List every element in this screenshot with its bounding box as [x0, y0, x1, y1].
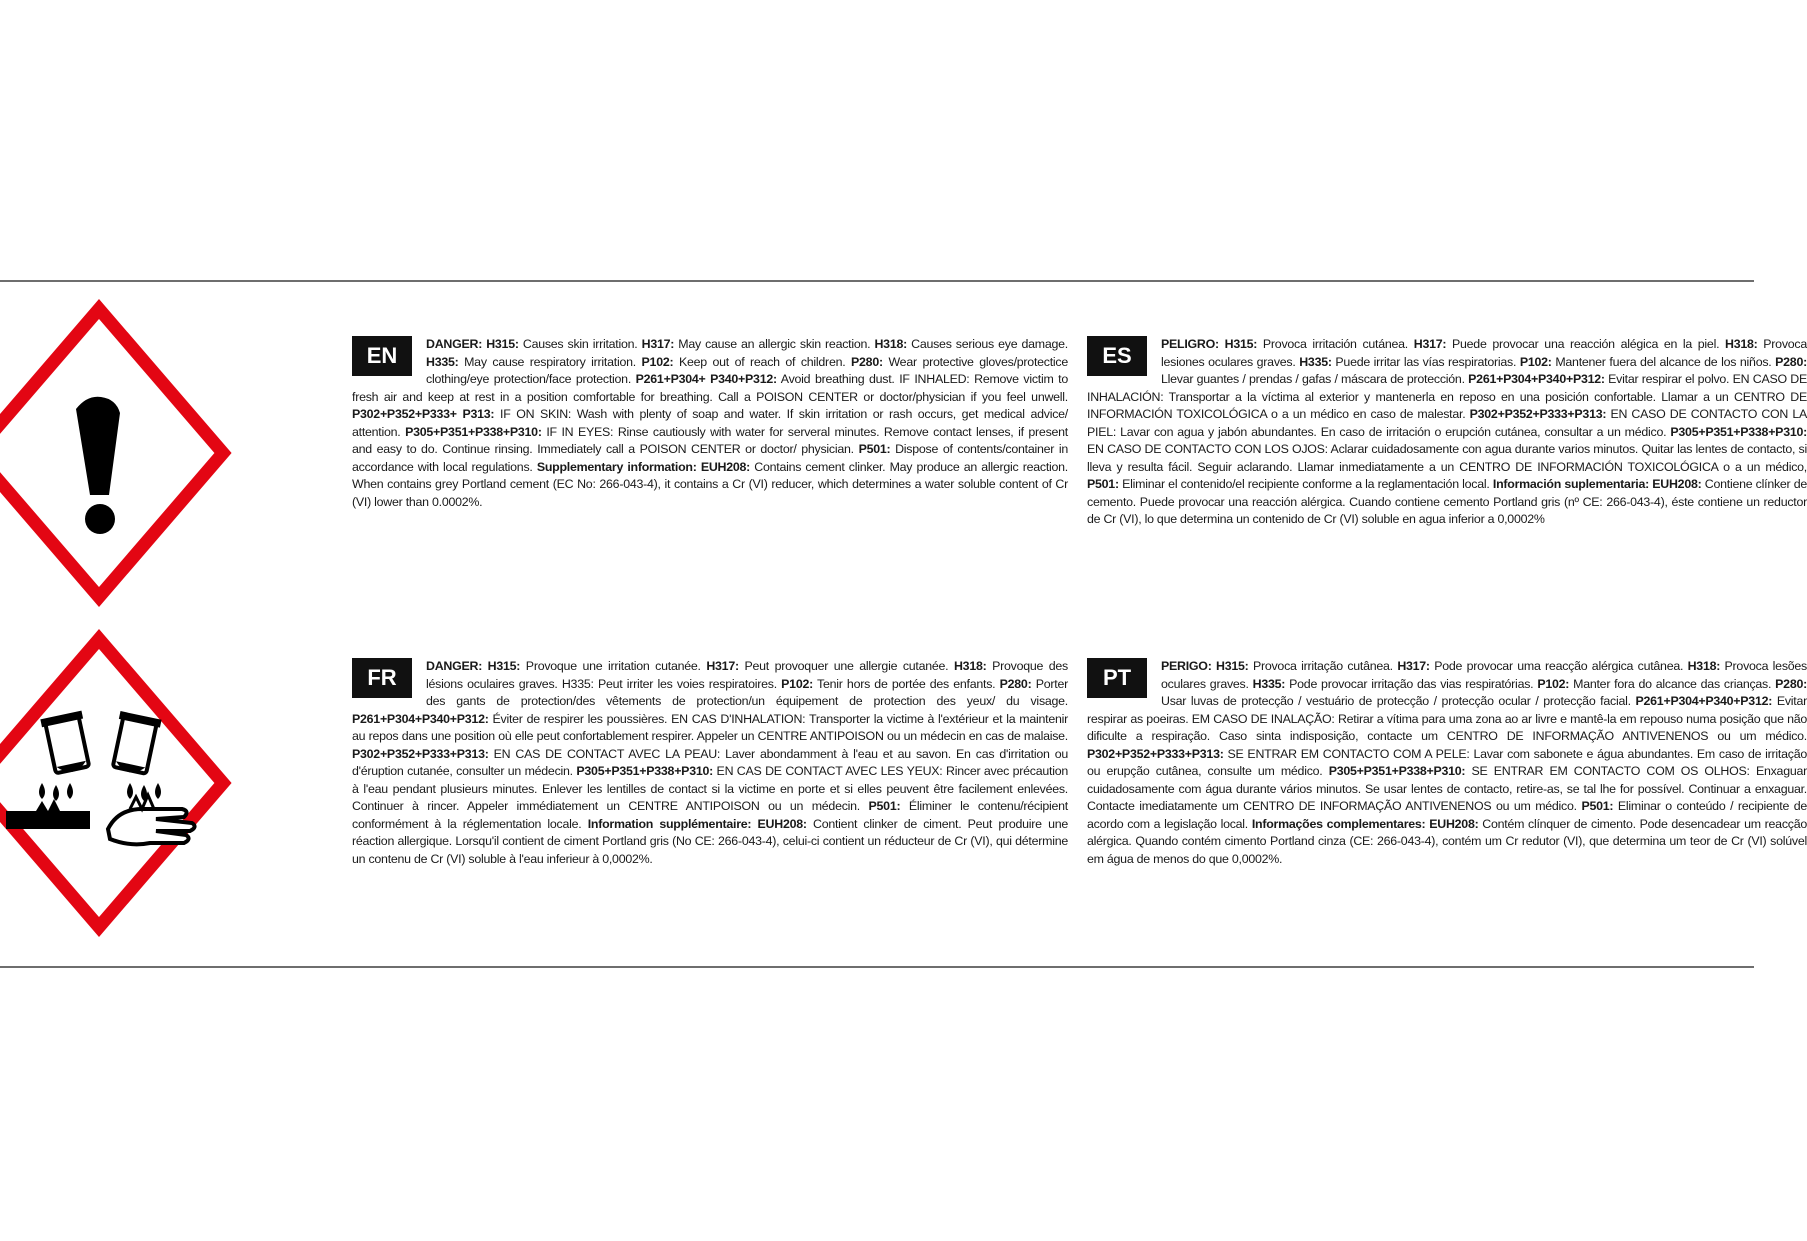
- hazard-code-label: P261+P304+P340+P312:: [1468, 372, 1605, 386]
- hazard-code-label: P501:: [1581, 799, 1614, 813]
- hazard-statement-text: Eliminar o conteúdo / recipiente de acordo com a legislação local.: [1087, 799, 1807, 831]
- hazard-statement-text: Mantener fuera del alcance de los niños.: [1551, 354, 1776, 369]
- hazard-code-label: H335:: [1252, 676, 1286, 691]
- hazard-statement-text: Contém clínquer de cimento. Pode desencadear um reacção alérgica. Quando contém cimento Portland cinza (CE: 266-043-4), contém um Cr redutor (VI), que determina um teor de Cr (VI) solúvel em água de menos do que 0,0002%.: [1087, 816, 1807, 866]
- hazard-code-label: Información suplementaria: EUH208:: [1492, 477, 1702, 491]
- language-badge-en: EN: [352, 336, 412, 376]
- hazard-code-label: Information supplémentaire: EUH208:: [587, 816, 807, 831]
- hazard-statement-text: Pode provocar irritação das vias respiratórias.: [1285, 676, 1538, 691]
- hazard-code-label: P302+P352+P333+ P313:: [352, 407, 495, 421]
- hazard-code-label: P261+P304+P340+P312:: [1635, 694, 1773, 708]
- hazard-statement-text: EN CASO DE CONTACTO CON LA PIEL: Lavar con agua y jabón abundantes. En caso de irritación o erupción cutánea, consultar a un médico.: [1087, 407, 1807, 439]
- hazard-text-pt: [1087, 658, 1807, 868]
- hazard-code-label: P102:: [641, 354, 674, 369]
- hazard-code-label: P280:: [999, 676, 1032, 691]
- hazard-code-label: P261+P304+P340+P312:: [352, 711, 489, 726]
- hazard-code-label: P102:: [1519, 354, 1552, 369]
- language-badge-es: ES: [1087, 336, 1147, 376]
- hazard-text-es: [1087, 336, 1807, 529]
- hazard-statement-text: IF IN EYES: Rinse cautiously with water for serveral minutes. Remove contact lenses, if present and easy to do. Continue rinsing. Immediately call a POISON CENTER or doctor/ physician.: [352, 424, 1068, 456]
- hazard-statement-text: Manter fora do alcance das crianças.: [1569, 676, 1776, 691]
- hazard-statement-text: Causes skin irritation.: [518, 337, 642, 351]
- hazard-statement-text: Éliminer le contenu/récipient conformément à la réglementation locale.: [352, 799, 1068, 831]
- hazard-code-label: P302+P352+P333+P313:: [1087, 746, 1224, 761]
- hazard-statement-text: Contient clinker de ciment. Peut produire une réaction allergique. Lorsqu'il contient de ciment Portland gris (No CE: 266-043-4), celui-ci contient un réducteur de Cr (VI), qui détermine un contenu de Cr (VI) soluble à l'eau inferieur à 0,0002%.: [352, 816, 1068, 866]
- hazard-code-label: H335:: [426, 354, 459, 369]
- hazard-statement-text: Evitar respirar el polvo. EN CASO DE INHALACIÓN: Transportar a la víctima al exterior y mantenerla en reposo en una posición confortable. Llamar a un CENTRO DE INFORMACIÓN TOXICOLÓGICA o a un médico en caso de malestar.: [1087, 372, 1807, 421]
- hazard-statement-text: Evitar respirar as poeiras. EM CASO DE INALAÇÃO: Retirar a vítima para uma zona ao ar livre e mantê-la em repouso numa posição que não dificulte a respiração. Caso sinta indisposição, contacte um CENTRO DE INFORMAÇÃO ANTIVENENOS ou um médico.: [1087, 694, 1807, 743]
- hazard-code-label: Informações complementares: EUH208:: [1251, 816, 1479, 831]
- hazard-statement-text: IF ON SKIN: Wash with plenty of soap and water. If skin irritation or rash occurs, get medical advice/ attention.: [352, 407, 1069, 439]
- bottom-rule: [0, 966, 1754, 968]
- hazard-statement-text: Éviter de respirer les poussières. EN CAS D'INHALATION: Transporter la victime à l'extérieur et la maintenir au repos dans une position où elle peut confortablement respirer. Appeler un CENTRE ANTIPOISON ou un médecin en cas de malaise.: [352, 711, 1068, 743]
- hazard-code-label: H318:: [874, 337, 907, 351]
- hazard-statement-text: Pode provocar uma reacção alérgica cutânea.: [1429, 659, 1688, 673]
- hazard-code-label: P280:: [1775, 676, 1807, 691]
- hazard-code-label: PERIGO: H315:: [1161, 659, 1249, 673]
- top-rule: [0, 280, 1754, 282]
- hazard-code-label: PELIGRO: H315:: [1161, 337, 1258, 351]
- hazard-statement-text: Peut provoquer une allergie cutanée.: [738, 659, 954, 673]
- hazard-statement-text: Contains cement clinker. May produce an allergic reaction. When contains grey Portland cement (EC No: 266-043-4), it contains a Cr (VI) reducer, which determines a water soluble content of Cr (VI) lower than 0.0002%.: [352, 459, 1069, 509]
- hazard-statement-text: Provoque des lésions oculaires graves. H335: Peut irriter les voies respiratoires.: [426, 659, 1068, 691]
- hazard-code-label: P305+P351+P338+P310:: [1328, 764, 1466, 778]
- hazard-statement-text: Puede provocar una reacción alégica en la piel.: [1446, 337, 1726, 351]
- corrosion-pictogram-icon: [0, 633, 260, 933]
- hazard-code-label: P501:: [868, 799, 901, 813]
- hazard-code-label: P305+P351+P338+P310:: [1670, 424, 1807, 439]
- text-block-en: [352, 336, 1068, 556]
- hazard-statement-text: Provoca irritação cutânea.: [1248, 659, 1398, 673]
- hazard-text-en: [352, 336, 1068, 511]
- hazard-statement-text: May cause respiratory irritation.: [458, 354, 642, 369]
- hazard-statement-text: Provoca lesiones oculares graves.: [1161, 337, 1807, 369]
- hazard-statement-text: Avoid breathing dust. IF INHALED: Remove victim to fresh air and keep at rest in a position comfortable for breathing. Call a POISON CENTER or doctor/physician if you feel unwell.: [352, 372, 1069, 404]
- hazard-code-label: H317:: [1413, 337, 1447, 351]
- hazard-statement-text: Provoca irritación cutánea.: [1257, 337, 1414, 351]
- text-block-fr: [352, 658, 1068, 898]
- hazard-code-label: H335:: [1299, 354, 1332, 369]
- hazard-statement-text: Usar luvas de protecção / vestuário de protecção / protecção ocular / protecção facial.: [1161, 694, 1636, 708]
- hazard-code-label: P302+P352+P333+P313:: [352, 746, 489, 761]
- hazard-statement-text: Provoque une irritation cutanée.: [520, 659, 707, 673]
- hazard-code-label: H318:: [1687, 659, 1721, 673]
- hazard-code-label: P305+P351+P338+P310:: [405, 424, 542, 439]
- text-block-pt-clip: [1087, 658, 1807, 898]
- hazard-statement-text: Porter des gants de protection/des vêtements de protection/un équipement de protection des yeux/ du visage.: [426, 676, 1068, 708]
- text-block-es: [1087, 336, 1807, 566]
- hazard-statement-text: Wear protective gloves/protectice clothing/eye protection/face protection.: [426, 354, 1069, 386]
- hazard-code-label: P501:: [1087, 477, 1119, 491]
- language-badge-pt: PT: [1087, 658, 1147, 698]
- hazard-statement-text: Eliminar el contenido/el recipiente conforme a la reglamentación local.: [1118, 477, 1493, 491]
- hazard-code-label: DANGER: H315:: [426, 659, 521, 673]
- hazard-statement-text: Puede irritar las vías respiratorias.: [1331, 354, 1520, 369]
- hazard-statement-text: May cause an allergic skin reaction.: [674, 337, 875, 351]
- hazard-statement-text: SE ENTRAR EM CONTACTO COM A PELE: Lavar com sabonete e água abundantes. Em caso de irritação ou erupção cutânea, consulte um médico.: [1087, 746, 1807, 778]
- hazard-code-label: P305+P351+P338+P310:: [576, 764, 713, 778]
- hazard-statement-text: EN CASO DE CONTACTO CON LOS OJOS: Aclarar cuidadosamente con agua durante varios minutos. Quitar las lentes de contacto, si lleva y resulta fácil. Seguir aclarando. Llamar inmediatamente a un CENTRO DE INFORMACIÓN TOXICOLÓGICA o a un médico,: [1087, 442, 1807, 474]
- hazard-statement-text: EN CAS DE CONTACT AVEC LES YEUX: Rincer avec précaution à l'eau pendant plusieurs minutes. Enlever les lentilles de contact si la victime en porte et si elles peuvent être facilement enlevées. Continuer à rincer. Appeler immédiatement un CENTRE ANTIPOISON ou un médecin.: [352, 764, 1068, 813]
- hazard-statement-text: EN CAS DE CONTACT AVEC LA PEAU: Laver abondamment à l'eau et au savon. En cas d'irritation ou d'éruption cutanée, consulter un médecin.: [352, 746, 1068, 778]
- hazard-code-label: Supplementary information: EUH208:: [536, 459, 751, 474]
- hazard-statement-text: Keep out of reach of children.: [673, 354, 852, 369]
- hazard-code-label: P302+P352+P333+P313:: [1469, 407, 1607, 421]
- hazard-statement-text: Provoca lesões oculares graves.: [1161, 659, 1807, 691]
- hazard-statement-text: Tenir hors de portée des enfants.: [813, 676, 1000, 691]
- hazard-code-label: H318:: [953, 659, 987, 673]
- hazard-statement-text: Llevar guantes / prendas / gafas / máscara de protección.: [1161, 372, 1469, 386]
- hazard-code-label: P102:: [781, 676, 813, 691]
- hazard-statement-text: Contiene clínker de cemento. Puede provocar una reacción alérgica. Cuando contiene cemento Portland gris (nº CE: 266-043-4), éste contiene un reductor de Cr (VI), lo que determina un contenido de Cr (VI) soluble en agua inferior a 0,0002%: [1087, 477, 1807, 526]
- hazard-code-label: P102:: [1537, 676, 1570, 691]
- text-block-pt: [1087, 658, 1807, 898]
- hazard-statement-text: Dispose of contents/container in accordance with local regulations.: [352, 442, 1068, 474]
- exclamation-mark-pictogram-icon: [0, 303, 260, 603]
- hazard-code-label: DANGER: H315:: [426, 337, 519, 351]
- hazard-code-label: P280:: [1775, 354, 1807, 369]
- language-badge-fr: FR: [352, 658, 412, 698]
- hazard-code-label: H317:: [706, 659, 739, 673]
- hazard-code-label: P280:: [851, 354, 883, 369]
- hazard-code-label: P501:: [858, 442, 891, 456]
- hazard-code-label: H317:: [641, 337, 675, 351]
- hazard-code-label: P261+P304+ P340+P312:: [635, 372, 777, 386]
- hazard-code-label: H318:: [1725, 337, 1758, 351]
- text-block-es-clip: [1087, 336, 1807, 566]
- hazard-statement-text: SE ENTRAR EM CONTACTO COM OS OLHOS: Enxaguar cuidadosamente com água durante vários minutos. Se usar lentes de contacto, retire-as, se tal lhe for possível. Continuar a enxaguar. Contacte imediatamente um CENTRO DE INFORMAÇÃO ANTIVENENOS ou um médico.: [1087, 764, 1807, 813]
- hazard-statement-text: Causes serious eye damage.: [906, 337, 1068, 351]
- hazard-code-label: H317:: [1397, 659, 1430, 673]
- hazard-text-fr: [352, 658, 1068, 868]
